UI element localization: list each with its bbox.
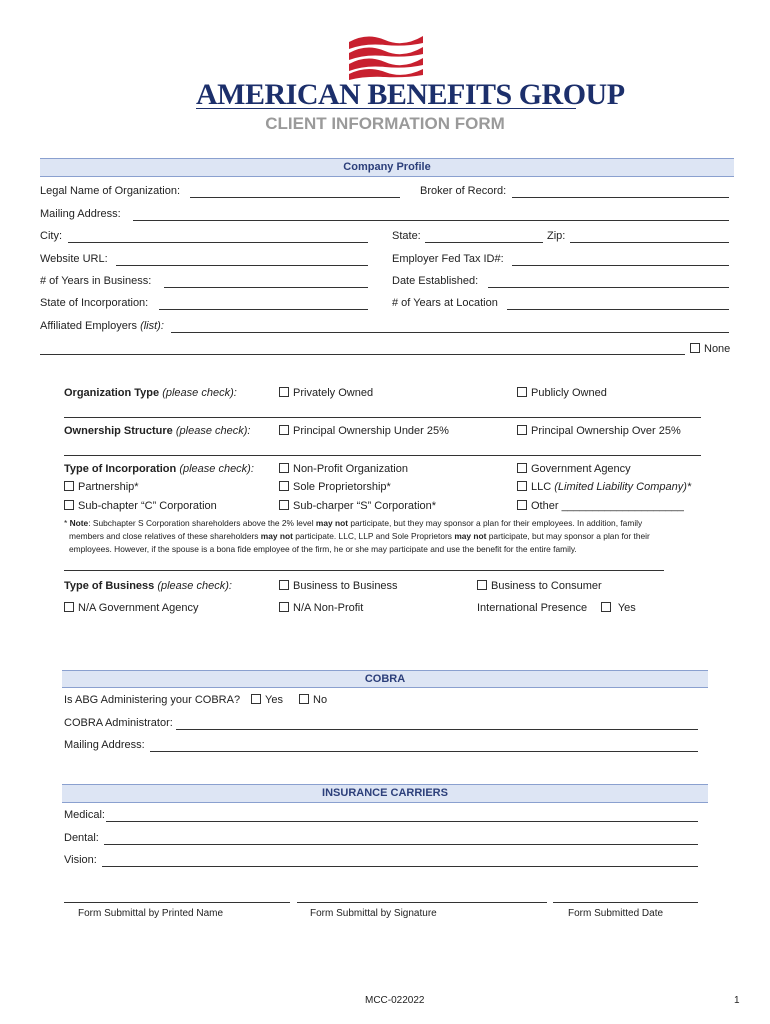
cobra-mailing-field[interactable] bbox=[150, 751, 698, 752]
llc-option[interactable]: LLC (Limited Liability Company)* bbox=[517, 481, 691, 493]
company-logo-text: AMERICAN BENEFITS GROUP bbox=[196, 78, 625, 111]
cobra-question: Is ABG Administering your COBRA? bbox=[64, 694, 241, 706]
tax-id-field[interactable] bbox=[512, 265, 729, 266]
government-agency-checkbox[interactable] bbox=[517, 463, 527, 473]
c-corp-checkbox[interactable] bbox=[64, 500, 74, 510]
b2b-checkbox[interactable] bbox=[279, 580, 289, 590]
zip-field[interactable] bbox=[570, 242, 729, 243]
broker-label: Broker of Record: bbox=[420, 185, 507, 197]
legal-name-field[interactable] bbox=[190, 197, 400, 198]
date-field[interactable] bbox=[553, 902, 698, 903]
affiliated-employers-field[interactable] bbox=[171, 332, 729, 333]
llc-checkbox[interactable] bbox=[517, 481, 527, 491]
incorporation-type-label: Type of Incorporation (please check): bbox=[64, 463, 254, 475]
international-yes-checkbox[interactable] bbox=[601, 602, 611, 612]
divider bbox=[64, 455, 701, 456]
divider bbox=[64, 570, 664, 571]
vision-label: Vision: bbox=[64, 854, 97, 866]
website-label: Website URL: bbox=[40, 253, 108, 265]
mailing-address-label: Mailing Address: bbox=[40, 208, 121, 220]
privately-owned-checkbox[interactable] bbox=[279, 387, 289, 397]
legal-name-label: Legal Name of Organization: bbox=[40, 185, 181, 197]
company-profile-header: Company Profile bbox=[40, 158, 734, 177]
state-field[interactable] bbox=[425, 242, 543, 243]
na-government-checkbox[interactable] bbox=[64, 602, 74, 612]
c-corp-option[interactable]: Sub-chapter “C” Corporation bbox=[64, 500, 217, 512]
none-checkbox[interactable] bbox=[690, 343, 700, 353]
cobra-yes-checkbox[interactable] bbox=[251, 694, 261, 704]
cobra-header: COBRA bbox=[62, 670, 708, 688]
signature-field[interactable] bbox=[297, 902, 547, 903]
medical-label: Medical: bbox=[64, 809, 105, 821]
affiliated-employers-field-2[interactable] bbox=[40, 354, 685, 355]
sole-proprietorship-checkbox[interactable] bbox=[279, 481, 289, 491]
ownership-structure-label: Ownership Structure (please check): bbox=[64, 425, 251, 437]
na-nonprofit-option[interactable]: N/A Non-Profit bbox=[279, 602, 363, 614]
partnership-checkbox[interactable] bbox=[64, 481, 74, 491]
form-code: MCC-022022 bbox=[365, 995, 425, 1006]
cobra-administrator-label: COBRA Administrator: bbox=[64, 717, 173, 729]
partnership-option[interactable]: Partnership* bbox=[64, 481, 139, 493]
organization-type-label: Organization Type (please check): bbox=[64, 387, 237, 399]
years-business-field[interactable] bbox=[164, 287, 368, 288]
mailing-address-field[interactable] bbox=[133, 220, 729, 221]
divider bbox=[64, 417, 701, 418]
government-agency-option[interactable]: Government Agency bbox=[517, 463, 631, 475]
ownership-over-checkbox[interactable] bbox=[517, 425, 527, 435]
printed-name-caption: Form Submittal by Printed Name bbox=[78, 908, 224, 919]
state-incorporation-label: State of Incorporation: bbox=[40, 297, 149, 309]
na-nonprofit-checkbox[interactable] bbox=[279, 602, 289, 612]
cobra-no-option[interactable]: No bbox=[299, 694, 327, 706]
flag-logo-icon bbox=[345, 30, 427, 80]
dental-field[interactable] bbox=[104, 844, 698, 845]
insurance-carriers-header: INSURANCE CARRIERS bbox=[62, 784, 708, 803]
na-government-option[interactable]: N/A Government Agency bbox=[64, 602, 198, 614]
ownership-under-option[interactable]: Principal Ownership Under 25% bbox=[279, 425, 449, 437]
city-field[interactable] bbox=[68, 242, 368, 243]
date-caption: Form Submitted Date bbox=[568, 908, 664, 919]
years-business-label: # of Years in Business: bbox=[40, 275, 152, 287]
none-label: None bbox=[704, 343, 731, 355]
privately-owned-option[interactable]: Privately Owned bbox=[279, 387, 373, 399]
date-established-label: Date Established: bbox=[392, 275, 479, 287]
ownership-over-option[interactable]: Principal Ownership Over 25% bbox=[517, 425, 681, 437]
affiliated-employers-label: Affiliated Employers (list): bbox=[40, 320, 164, 332]
printed-name-field[interactable] bbox=[64, 902, 290, 903]
none-option[interactable] bbox=[690, 343, 730, 355]
non-profit-option[interactable]: Non-Profit Organization bbox=[279, 463, 408, 475]
state-label: State: bbox=[392, 230, 421, 242]
vision-field[interactable] bbox=[102, 866, 698, 867]
years-location-label: # of Years at Location bbox=[392, 297, 498, 309]
s-corp-checkbox[interactable] bbox=[279, 500, 289, 510]
incorporation-note: * Note: Subchapter S Corporation shareholders above the 2% level may not participate, but they may sponsor a plan for their employees. In addition, family members and close relatives of these shareholders may not participate. LLC, LLP and Sole Proprietors may not participate, but may sponsor a plan for their employees. However, if the spouse is a bona fide employee of the firm, he or she may participate and use the benefit for the entire family. bbox=[64, 518, 650, 554]
dental-label: Dental: bbox=[64, 832, 99, 844]
cobra-mailing-label: Mailing Address: bbox=[64, 739, 145, 751]
years-location-field[interactable] bbox=[507, 309, 729, 310]
international-presence-label: International Presence bbox=[477, 602, 588, 614]
cobra-administrator-field[interactable] bbox=[176, 729, 698, 730]
sole-proprietorship-option[interactable]: Sole Proprietorship* bbox=[279, 481, 391, 493]
ownership-under-checkbox[interactable] bbox=[279, 425, 289, 435]
non-profit-checkbox[interactable] bbox=[279, 463, 289, 473]
b2b-option[interactable]: Business to Business bbox=[279, 580, 398, 592]
b2c-option[interactable]: Business to Consumer bbox=[477, 580, 602, 592]
medical-field[interactable] bbox=[106, 821, 698, 822]
publicly-owned-checkbox[interactable] bbox=[517, 387, 527, 397]
other-option[interactable]: Other ____________________ bbox=[517, 500, 684, 512]
logo-underline bbox=[196, 108, 576, 109]
b2c-checkbox[interactable] bbox=[477, 580, 487, 590]
international-yes-option[interactable]: Yes bbox=[601, 602, 636, 614]
website-field[interactable] bbox=[116, 265, 368, 266]
cobra-no-checkbox[interactable] bbox=[299, 694, 309, 704]
city-label: City: bbox=[40, 230, 62, 242]
other-checkbox[interactable] bbox=[517, 500, 527, 510]
broker-field[interactable] bbox=[512, 197, 729, 198]
state-incorporation-field[interactable] bbox=[159, 309, 368, 310]
publicly-owned-option[interactable]: Publicly Owned bbox=[517, 387, 607, 399]
form-title: CLIENT INFORMATION FORM bbox=[265, 114, 505, 133]
date-established-field[interactable] bbox=[488, 287, 729, 288]
cobra-yes-option[interactable]: Yes bbox=[251, 694, 283, 706]
page-number: 1 bbox=[734, 995, 740, 1006]
signature-caption: Form Submittal by Signature bbox=[310, 908, 437, 919]
zip-label: Zip: bbox=[547, 230, 566, 242]
business-type-label: Type of Business (please check): bbox=[64, 580, 232, 592]
s-corp-option[interactable]: Sub-charper “S” Corporation* bbox=[279, 500, 436, 512]
tax-id-label: Employer Fed Tax ID#: bbox=[392, 253, 504, 265]
